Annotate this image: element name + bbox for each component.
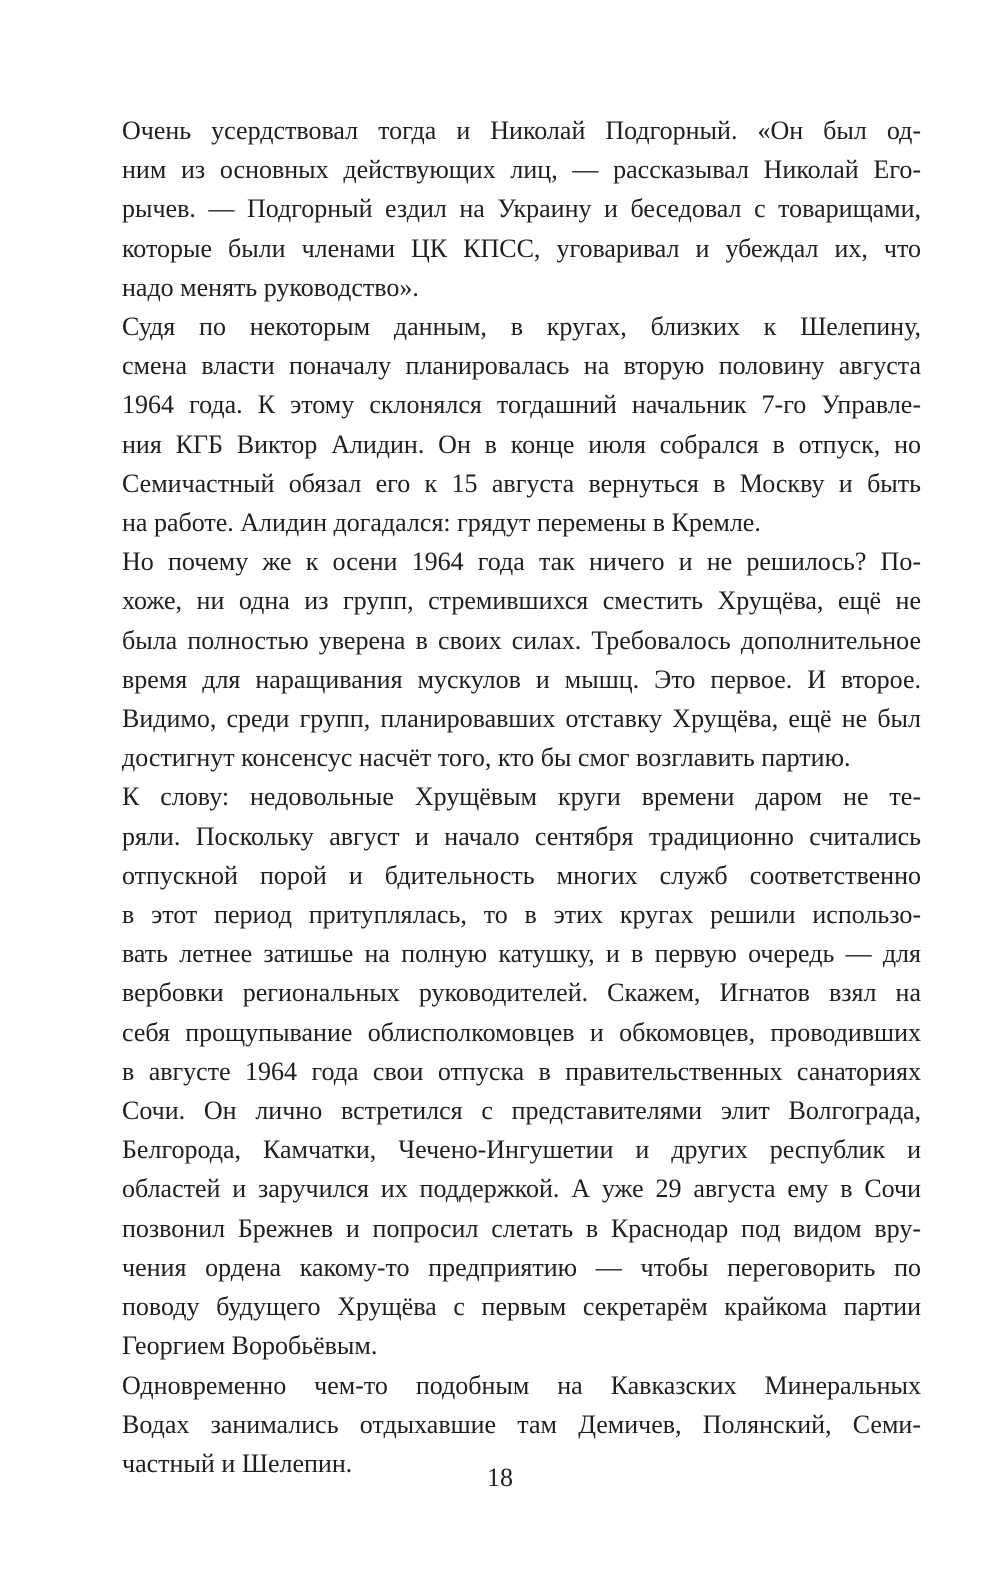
- text-line: Но почему же к осени 1964 года так ничего и не решилось? По-: [122, 547, 921, 577]
- text-line: вать летнее затишье на полную катушку, и в первую очередь — для: [122, 939, 921, 969]
- paragraph-3: [76, 542, 921, 777]
- text-line: в этот период притуплялась, то в этих кругах решили использо-: [122, 900, 921, 930]
- text-line: чения ордена какому-то предприятию — чтобы переговорить по: [122, 1252, 921, 1282]
- text-line: в августе 1964 года свои отпуска в правительственных санаториях: [122, 1056, 921, 1086]
- text-line: хоже, ни одна из групп, стремившихся сместить Хрущёва, ещё не: [122, 586, 921, 616]
- text-line: Судя по некоторым данным, в кругах, близких к Шелепину,: [122, 312, 921, 342]
- text-line: ния КГБ Виктор Алидин. Он в конце июля собрался в отпуск, но: [122, 429, 921, 459]
- text-line: смена власти поначалу планировалась на вторую половину августа: [122, 351, 921, 381]
- paragraph-4: [76, 777, 921, 1365]
- text-line: себя прощупывание облисполкомовцев и обкомовцев, проводивших: [122, 1017, 921, 1047]
- paragraph-2: [76, 307, 921, 542]
- text-line: позвонил Брежнев и попросил слетать в Краснодар под видом вру-: [122, 1213, 921, 1243]
- text-line: Сочи. Он лично встретился с представителями элит Волгограда,: [122, 1096, 921, 1126]
- text-line: достигнут консенсус насчёт того, кто бы смог возглавить партию.: [122, 743, 851, 773]
- text-line: Семичастный обязал его к 15 августа вернуться в Москву и быть: [122, 468, 921, 498]
- text-line: Одновременно чем-то подобным на Кавказских Минеральных: [122, 1370, 921, 1400]
- paragraph-1: [76, 111, 921, 307]
- text-line: Георгием Воробьёвым.: [122, 1331, 378, 1361]
- text-line: Очень усердствовал тогда и Николай Подгорный. «Он был од-: [122, 116, 921, 145]
- text-line: ряли. Поскольку август и начало сентября традиционно считались: [122, 821, 921, 851]
- page-number: 18: [487, 1463, 513, 1492]
- text-line: К слову: недовольные Хрущёвым круги времени даром не те-: [122, 782, 921, 812]
- text-line: время для наращивания мускулов и мышц. Это первое. И второе.: [122, 664, 921, 694]
- text-line: на работе. Алидин догадался: грядут перемены в Кремле.: [122, 508, 761, 538]
- text-line: была полностью уверена в своих силах. Требовалось дополнительное: [122, 625, 921, 655]
- text-line: Белгорода, Камчатки, Чечено-Ингушетии и других республик и: [122, 1135, 921, 1165]
- text-line: частный и Шелепин.: [122, 1448, 353, 1478]
- text-line: вербовки региональных руководителей. Скажем, Игнатов взял на: [122, 978, 921, 1008]
- text-line: отпускной порой и бдительность многих служб соответственно: [122, 860, 921, 890]
- text-line: ним из основных действующих лиц, — рассказывал Николай Его-: [122, 155, 921, 185]
- text-line: областей и заручился их поддержкой. А уже 29 августа ему в Сочи: [122, 1174, 921, 1204]
- text-line: которые были членами ЦК КПСС, уговаривал и убеждал их, что: [122, 233, 921, 263]
- text-line: надо менять руководство».: [122, 272, 419, 302]
- text-line: Видимо, среди групп, планировавших отставку Хрущёва, ещё не был: [122, 704, 921, 734]
- text-line: 1964 года. К этому склонялся тогдашний начальник 7-го Управле-: [122, 390, 921, 420]
- text-line: рычев. — Подгорный ездил на Украину и беседовал с товарищами,: [122, 194, 921, 224]
- text-line: поводу будущего Хрущёва с первым секретарём крайкома партии: [122, 1292, 921, 1322]
- text-line: Водах занимались отдыхавшие там Демичев, Полянский, Семи-: [122, 1409, 921, 1439]
- body-text: [76, 111, 921, 1483]
